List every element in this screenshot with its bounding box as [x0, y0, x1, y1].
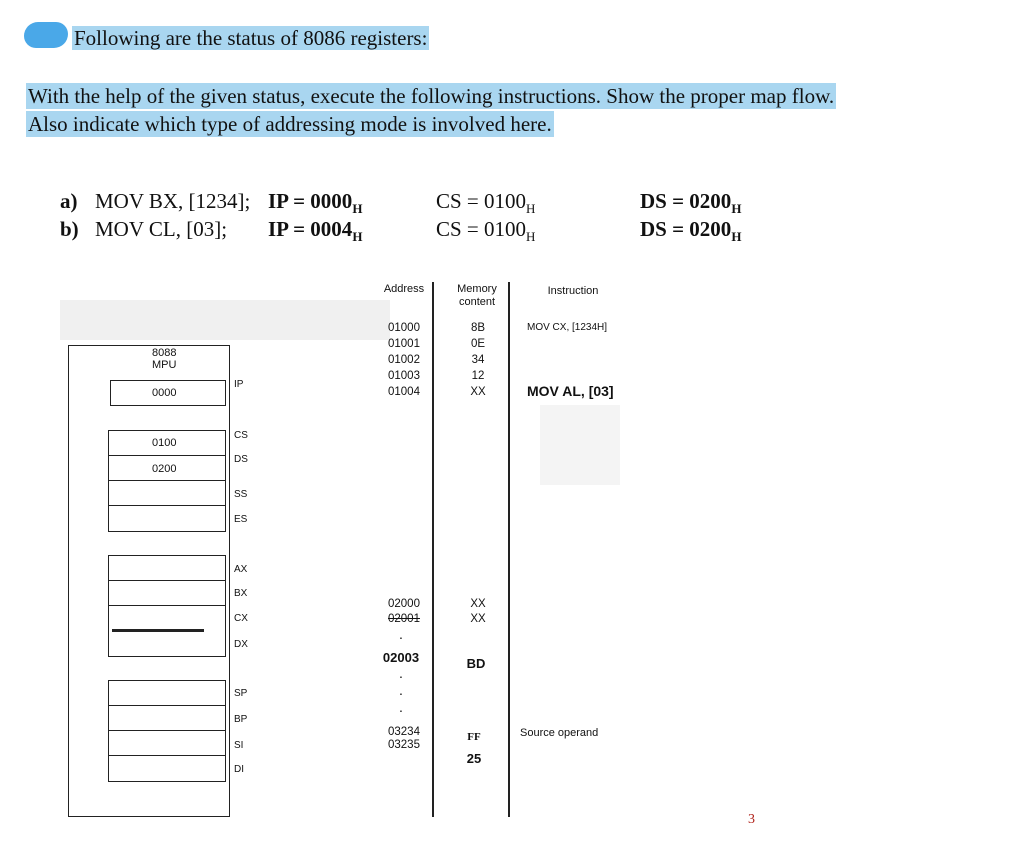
address-list-top	[378, 320, 430, 400]
si-label: SI	[234, 740, 244, 751]
page-number: 3	[748, 812, 755, 827]
address-cell: 02000	[388, 598, 420, 610]
content-cell: 12	[471, 370, 485, 382]
ds-label: DS	[234, 454, 248, 465]
dx-label: DX	[234, 639, 248, 650]
content-cell: XX	[470, 598, 486, 610]
address-cell: 01003	[388, 370, 420, 382]
cx-marker-line	[112, 629, 204, 632]
question-b-instruction: MOV CL, [03];	[95, 217, 228, 241]
address-cell-highlight: 02003	[382, 650, 420, 665]
scan-artifact	[540, 405, 620, 485]
address-cell: 03234	[388, 726, 420, 738]
question-b-cs: CS = $0100_H$	[436, 217, 536, 245]
cs-label: CS	[234, 430, 248, 441]
question-a-ds: DS = $0200_H$	[640, 189, 742, 217]
divider	[108, 755, 226, 756]
question-a-cs: CS = $0100_H$	[436, 189, 536, 217]
pointer-registers	[108, 680, 226, 782]
ellipsis-dots: · · ·	[398, 668, 404, 718]
content-list-top	[456, 320, 500, 400]
ds-register-value: 0200	[152, 463, 177, 475]
address-cell: 01002	[388, 354, 420, 366]
instruction-cell: Source operand	[520, 727, 599, 739]
divider	[108, 505, 226, 506]
column-divider-left	[432, 282, 434, 817]
header-instruction: Instruction	[547, 285, 599, 297]
question-b	[60, 216, 79, 242]
instructions-line-1: With the help of the given status, execute the following instructions. Show the proper map flow.	[28, 84, 835, 108]
address-cell: 01001	[388, 338, 420, 350]
address-list-mid	[378, 597, 430, 627]
ip-label: IP	[234, 379, 244, 390]
highlight-blob	[24, 22, 68, 48]
mpu-title: 8088 MPU	[152, 347, 177, 371]
content-cell: 34	[471, 354, 485, 366]
divider	[108, 605, 226, 606]
question-b-ip: IP = $0004_H$	[268, 217, 363, 245]
instructions-line-2: Also indicate which type of addressing mode is involved here.	[28, 112, 552, 136]
header-address: Address	[383, 283, 425, 295]
content-cell: 8B	[470, 322, 486, 334]
cs-register-value: 0100	[152, 437, 177, 449]
address-cell: 02001	[388, 613, 420, 625]
instruction-cell: MOV CX, [1234H]	[527, 322, 608, 333]
column-divider-right	[508, 282, 510, 817]
question-a-instruction: MOV BX, [1234];	[95, 189, 251, 213]
content-list-mid	[456, 597, 500, 627]
ss-label: SS	[234, 489, 248, 500]
content-cell: 0E	[470, 338, 486, 350]
ax-label: AX	[234, 564, 248, 575]
address-cell: 01000	[388, 322, 420, 334]
ip-register-value: 0000	[152, 387, 177, 399]
heading-text: Following are the status of 8086 registers:	[74, 26, 428, 50]
sp-label: SP	[234, 688, 248, 699]
divider	[108, 580, 226, 581]
content-cell-highlight: BD	[466, 656, 486, 671]
content-cell: XX	[470, 386, 486, 398]
header-memory-content: Memory content	[457, 283, 497, 308]
question-label: a)	[60, 189, 78, 213]
question-label: b)	[60, 217, 79, 241]
divider	[108, 480, 226, 481]
address-list-bottom	[378, 726, 430, 752]
di-label: DI	[234, 764, 244, 775]
question-a-ip: IP = $0000_H$	[268, 189, 363, 217]
question-b-ds: DS = $0200_H$	[640, 217, 742, 245]
content-cell: 25	[466, 751, 482, 766]
divider	[108, 705, 226, 706]
bp-label: BP	[234, 714, 248, 725]
instruction-cell: MOV AL, [03]	[527, 383, 614, 399]
bx-label: BX	[234, 588, 248, 599]
general-registers	[108, 555, 226, 657]
content-cell: FF	[467, 731, 481, 743]
scan-artifact	[60, 300, 390, 340]
cx-label: CX	[234, 613, 248, 624]
address-cell: 01004	[388, 386, 420, 398]
address-cell: 03235	[388, 739, 420, 751]
divider	[108, 730, 226, 731]
es-label: ES	[234, 514, 248, 525]
content-cell: XX	[470, 613, 486, 625]
ellipsis-dot: ·	[398, 629, 404, 645]
question-a	[60, 188, 78, 214]
divider	[108, 455, 226, 456]
content-list-bottom	[456, 726, 492, 770]
